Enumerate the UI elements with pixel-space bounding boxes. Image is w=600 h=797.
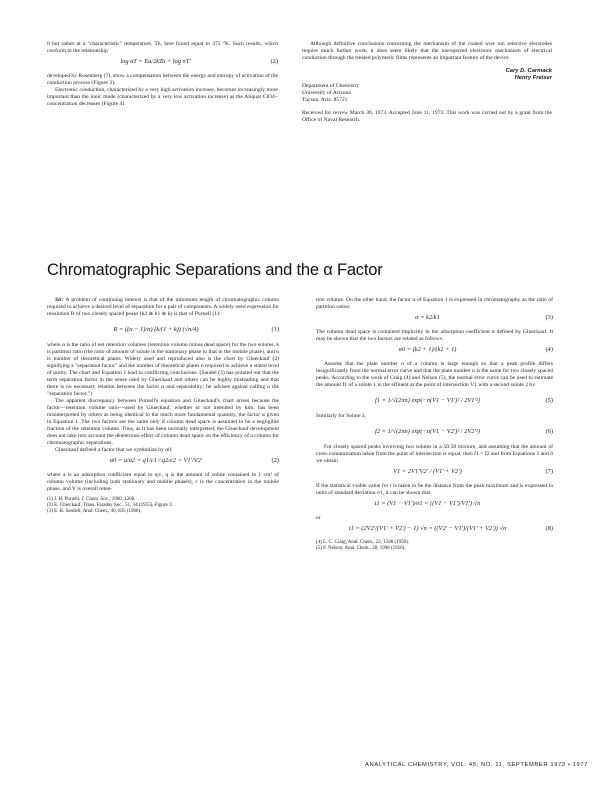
equation-expression: t1 = (2V2′/(V1′ + V2′) − 1) √n = ((V2′ − V1′)/(V1′ + V2′)) √n	[348, 525, 507, 532]
paragraph: Assume that the plate number n of a column is large enough so that a peak profile differs insignificantly from the normal error curve and that the plate number n is the same for two closely spaced peaks. According to the work of Craig (4) and Nelson (5), the normal error curve can be used to estimate the amount f1 of a solute 1 in the effluent at the point of intersection V1 with a second solute 2 by	[316, 361, 553, 388]
top-right-column	[302, 41, 552, 124]
equation-number: (2)	[271, 457, 279, 464]
top-left-column	[47, 41, 278, 108]
equation-number: (6)	[545, 428, 553, 435]
received-note: Received for review March 30, 1973. Accepted June 11, 1973. This work was carried out by a grant from the Office of Naval Research.	[302, 109, 552, 123]
equation-expression: f2 = 1/√(2πn) exp(−n(V1 − V2′)² / 2V2′²)	[375, 428, 480, 435]
equation-expression: α0 = a/a2 = q1/c1 / q2/c2 = V1′/V2′	[109, 457, 203, 464]
equation-number: (3)	[545, 314, 553, 321]
equation-8	[316, 522, 553, 540]
paragraph: The apparent discrepancy between Purnell's equation and Glueckauf's chart arises because the factor—retention volume ratio—used by Glueckauf, whether or not intended by him, has been misinterpreted by others as being identical to the much more fundamental quantity, the factor α given in Equation 1. The two factors are the same only if column dead space is assumed to be a negligible fraction of the retention volume. Thus, as it has been normally interpreted, the Glueckauf development does not take into account the deleterious effect of column dead space on the efficiency of a column for chromatographic separations.	[47, 398, 279, 446]
paragraph: where a is an adsorption coefficient equal to q/c, q is the amount of solute contained in 1 cm³ of column volume (including both stationary and mobile phases), c is the concentration in the mobile phase, and V is overall reten-	[47, 472, 279, 492]
equation-number: (5)	[545, 397, 553, 404]
reference: (1) J. H. Purnell, J. Chem. Soc., 1960, 1268.	[47, 497, 136, 502]
equation-expression: α = k2/k1	[415, 314, 440, 321]
equation-number: (2)	[270, 58, 278, 65]
paragraph: The column dead space is contained implicitly in the adsorption coefficient α defined by Glueckauf. It may be shown that the two factors are related as follows:	[316, 329, 553, 342]
or-label: or	[316, 515, 321, 521]
equation-1	[47, 318, 279, 342]
paragraph: For closely spaced peaks involving two solutes in a 50:50 mixture, and assuming that the amount of cross contamination taken from the point of intersection is equal, then f1 = f2 and from Equations 5 and 6 we obtain	[316, 444, 553, 464]
paragraph: where α is the ratio of net retention volumes (retention volume minus dead space) for the two solutes, k is partition ratio (the ratio of amount of solute in the stationary phase to that in the mobile phase), and n is number of theoretical plates. Widely used and reproduced also is the chart by Glueckauf (2) signifying a "separation factor" and the number of theoretical plates n required to achieve a stated level of purity. The chart and Equation 1 lead to conflicting conclusions. (Sandel (3) has pointed out that the term separation factor in the sense used by Glueckauf and others can be highly misleading and that there is no necessary relation between the factor α and separability; he advises against calling α the "separation factor.")	[47, 342, 279, 397]
paragraph: Electronic conduction, characterized by a very high activation increase, becomes increasingly more important than the ionic mode (characterized by a very low activation increase) as the Aliquat ClO4− concentration decreases (Figure 4).	[47, 87, 278, 107]
paragraph: Although definitive conclusions concerning the mechanism of the coated wire ion selective electrodes require much further work, it does seem likely that the unexpected electronic mechanism of electrical conduction through the treated polymeric films represents an important feature of the device.	[302, 41, 552, 61]
equation-2-top	[47, 55, 278, 73]
reference: (2) E. Glueckauf, Trans. Faraday Soc., 51, 34 (1955), Figure 3.	[47, 503, 173, 509]
equation-expression: t1 = (V1 − V1′)/σ1 = ((V1 − V1′)/V1′) √n	[374, 500, 481, 507]
affiliation-department: Department of Chemistry	[302, 82, 360, 89]
right-column	[316, 297, 553, 552]
equation-7	[316, 465, 553, 483]
equation-2	[47, 454, 279, 472]
reference: (5) F. Nelson, Anal. Chem., 28, 1998 (1956).	[316, 546, 406, 552]
author-name: Cary D. Carmack	[505, 68, 552, 74]
paragraph: tion volume. On the other hand, the factor α of Equation 1 is expressed in chromatography as the ratio of partition ratios:	[316, 297, 553, 310]
equation-expression: R = ((α − 1)/α) (k/(1 + k)) (√n/4)	[113, 326, 199, 333]
equation-5	[316, 389, 553, 413]
equation-expression: log σT = Ea/2kTa + log σT′	[120, 58, 191, 65]
paragraph: A problem of continuing interest is that of the minimum length of chromatographic column required to achieve a desired level of separation for a pair of components. A widely used expression for resolution R of two closely spaced peaks (k2 ≅ k1 ≅ k) is that of Purnell (1):	[47, 297, 279, 317]
equation-3	[316, 311, 553, 329]
page-footer: ANALYTICAL CHEMISTRY, VOL. 45, NO. 11, SEPTEMBER 1973 • 1977	[365, 762, 588, 768]
affiliation-city: Tucson, Ariz. 85721	[302, 96, 348, 103]
equation-expression: f1 = 1/√(2πn) exp(−n(V1 − V1′)² / 2V1′²)	[375, 397, 480, 404]
equation-expression: V1 = 2V1′V2′ / (V1′ + V2′)	[393, 468, 462, 475]
salutation: Sir:	[55, 297, 64, 303]
affiliation-university: University of Arizona	[302, 89, 351, 96]
equation-number: (8)	[545, 525, 553, 532]
equation-number: (7)	[545, 468, 553, 475]
paragraph: Similarly for Solute 2,	[316, 413, 367, 419]
equation-number: (4)	[545, 346, 553, 353]
author-name: Henry Freiser	[514, 75, 552, 82]
paragraph: developed by Rosenberg (7), show a compensation between the energy and entropy of activation of the conduction process (Figure 3).	[47, 73, 278, 86]
equation-8a	[316, 497, 553, 515]
reference: (3) E. B. Sandell, Anal. Chem., 40, 835 (1968).	[47, 509, 142, 515]
equation-expression: α0 = (k2 + 1)/(k1 + 1)	[398, 346, 457, 353]
paragraph: If the statistical t-table value for t is taken to be the distance from the peak maximum and is expressed in units of standard deviation σ1, it can be shown that	[316, 483, 553, 496]
paragraph: Glueckauf defined a factor that we symbolize by α0:	[55, 447, 173, 453]
equation-4	[316, 343, 553, 361]
article-title: Chromatographic Separations and the α Factor	[47, 261, 383, 279]
paragraph: 0 but rather at a "characteristic" temperature, Th, here found equal to 375 °K. Such results, which conform to the relationship	[47, 41, 278, 54]
left-column	[47, 297, 279, 516]
reference: (4) L. C. Craig, Anal. Chem., 22, 1346 (1950).	[316, 540, 410, 545]
equation-6	[316, 420, 553, 444]
equation-number: (1)	[271, 326, 279, 333]
